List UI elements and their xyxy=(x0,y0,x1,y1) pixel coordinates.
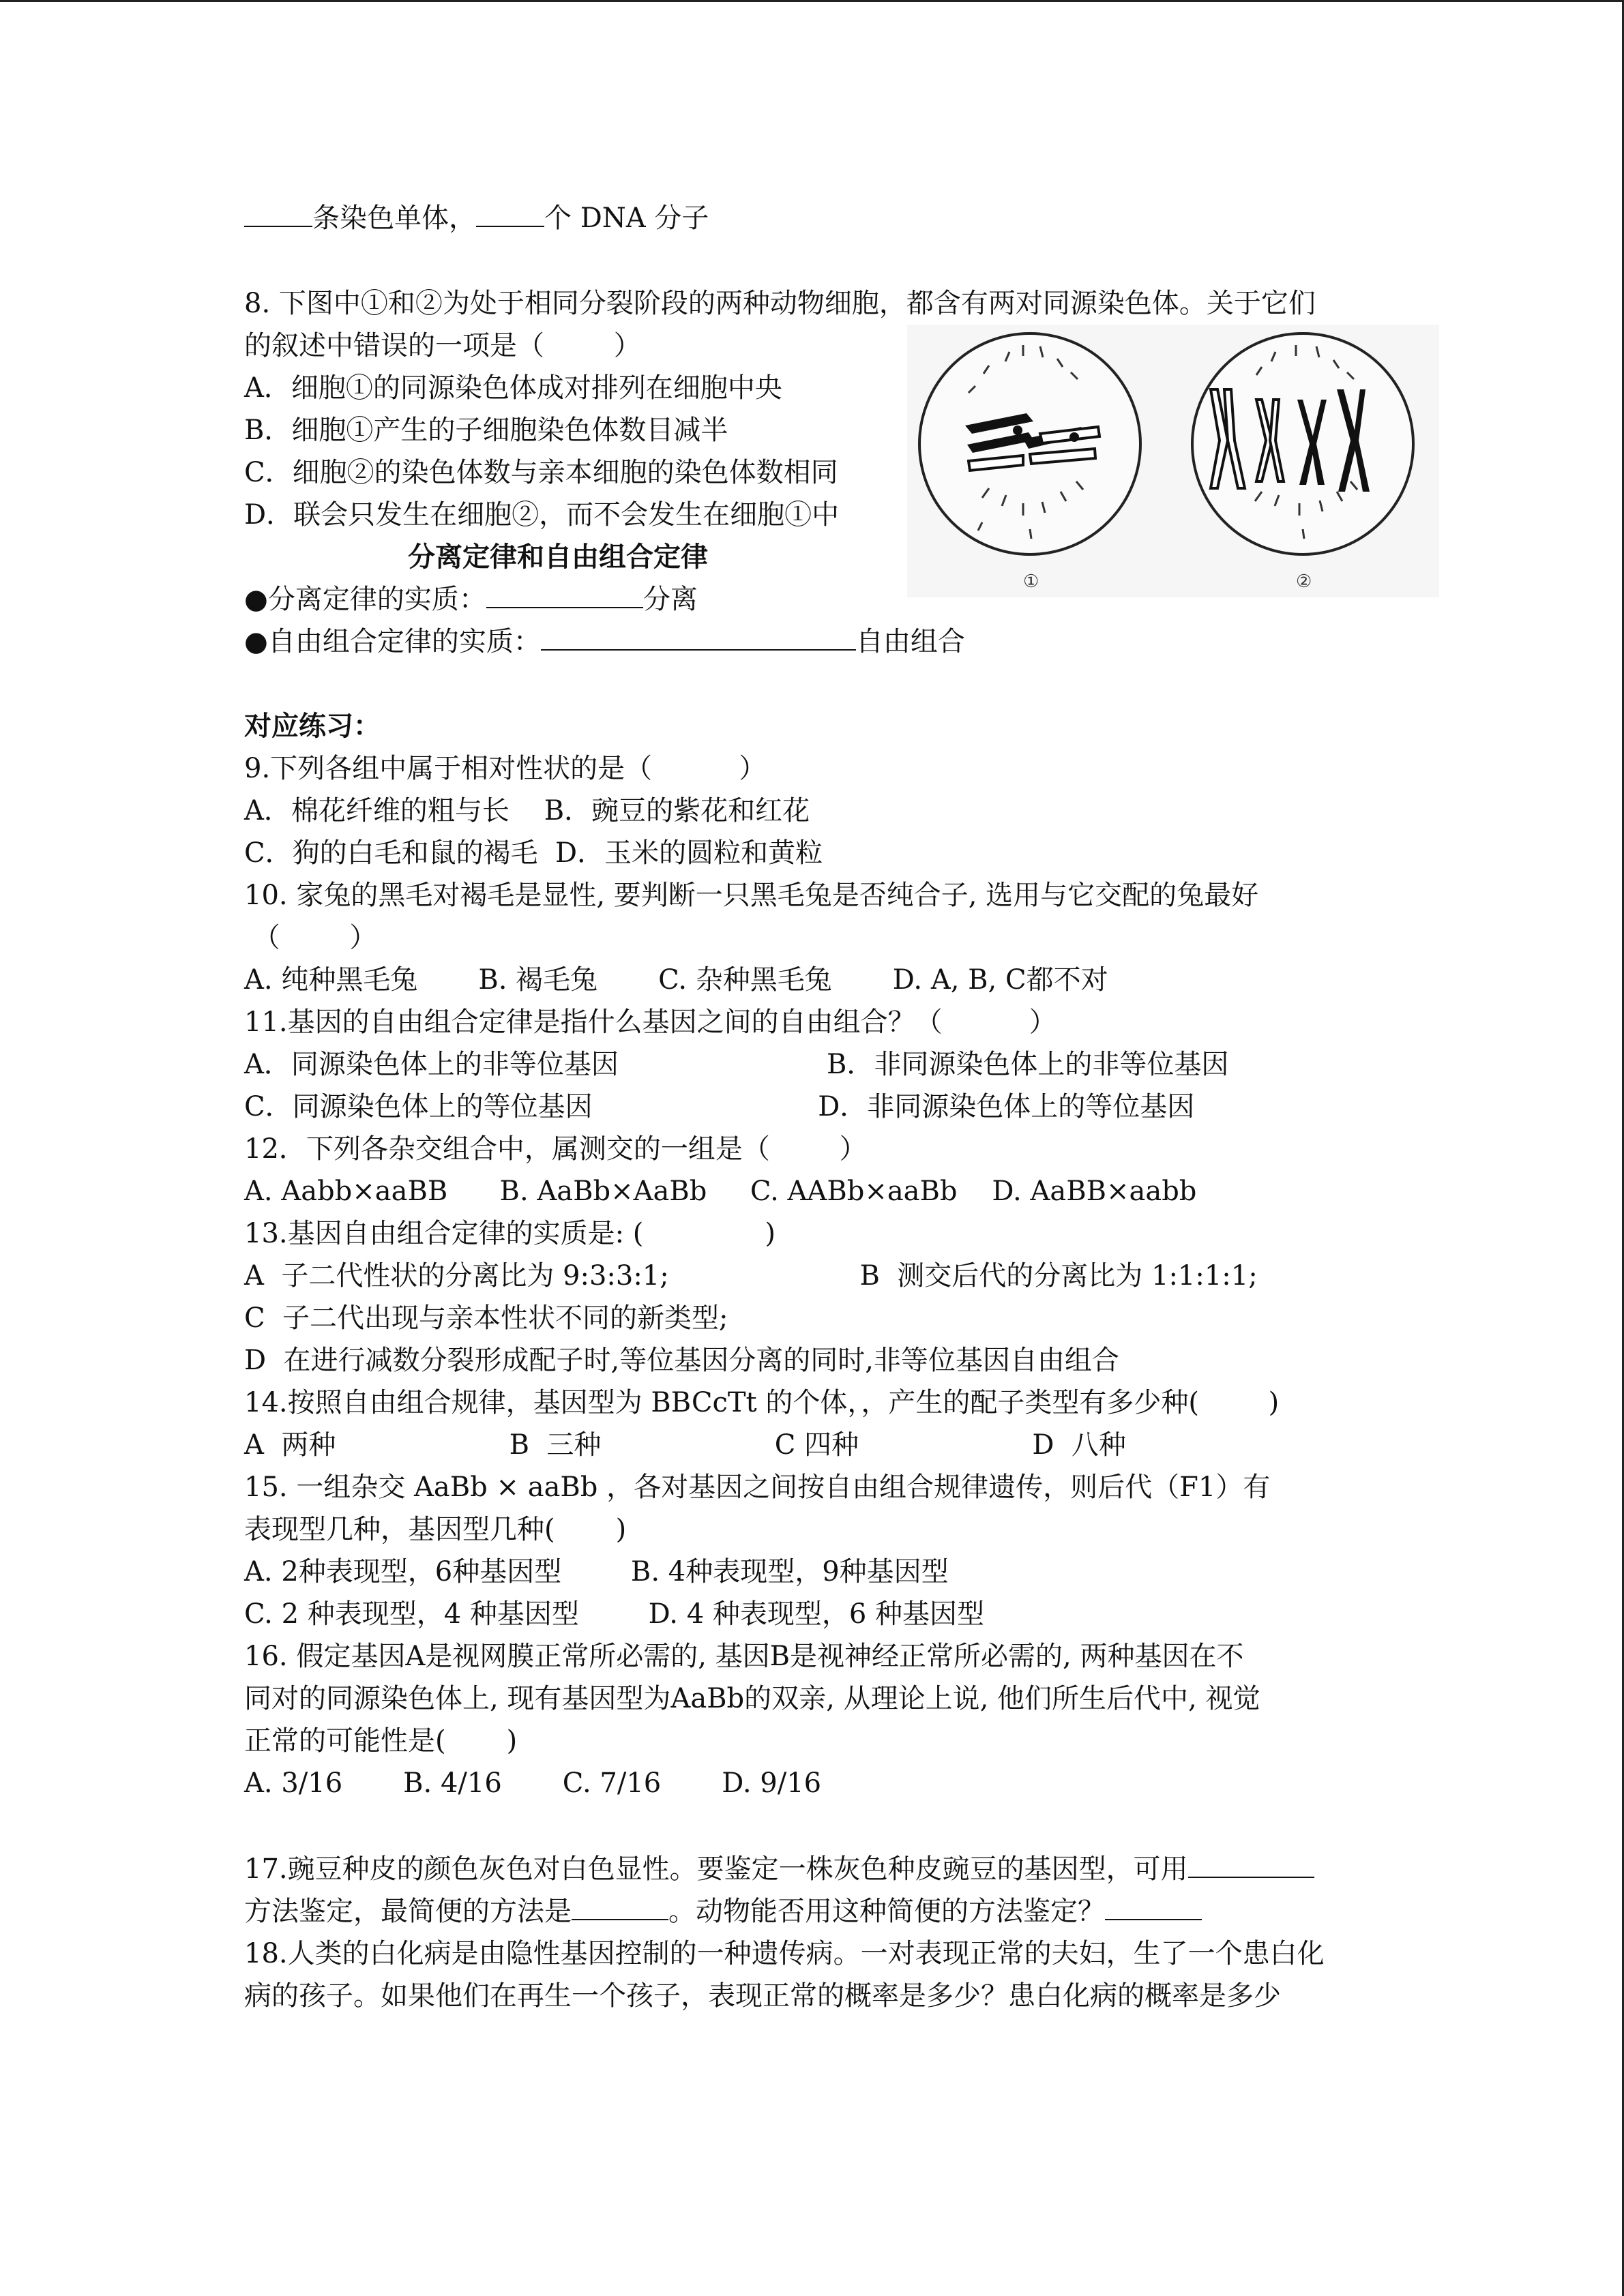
q8-option-a: A．细胞①的同源染色体成对排列在细胞中央 xyxy=(244,372,782,404)
q17-blank-1[interactable] xyxy=(1188,1853,1314,1878)
q18-line-1: 18.人类的白化病是由隐性基因控制的一种遗传病。一对表现正常的夫妇，生了一个患白化 xyxy=(244,1938,1325,1969)
figure-label-1: ① xyxy=(1023,571,1039,591)
q9-options-cd: C．狗的白毛和鼠的褐毛 D．玉米的圆粒和黄粒 xyxy=(244,837,823,869)
q17-line-1: 17.豌豆种皮的颜色灰色对白色显性。要鉴定一株灰色种皮豌豆的基因型，可用 xyxy=(244,1852,1314,1886)
q16-options: A. 3/16 B. 4/16 C. 7/16 D. 9/16 xyxy=(244,1768,822,1799)
essence-1-line: ●分离定律的实质： 分离 xyxy=(244,584,698,615)
q15-stem-1: 15. 一组杂交 AaBb × aaBb ，各对基因之间按自由组合规律遗传，则后代（F1）有 xyxy=(244,1472,1271,1503)
q16-stem-2: 同对的同源染色体上, 现有基因型为AaBb的双亲, 从理论上说, 他们所生后代中, 视觉 xyxy=(244,1683,1260,1714)
q7-blank-1[interactable] xyxy=(244,203,312,227)
q14-options: A 两种 B 三种 C 四种 D 八种 xyxy=(244,1429,1126,1461)
q8-stem-line-1: 8. 下图中①和②为处于相同分裂阶段的两种动物细胞，都含有两对同源染色体。关于它们 xyxy=(244,288,1316,319)
q12-stem: 12．下列各杂交组合中，属测交的一组是（ ） xyxy=(244,1133,867,1165)
q15-options-ab: A. 2种表现型，6种基因型 B. 4种表现型，9种基因型 xyxy=(244,1556,949,1587)
q8-option-d: D．联会只发生在细胞②，而不会发生在细胞①中 xyxy=(244,499,840,531)
q13-option-d: D 在进行减数分裂形成配子时,等位基因分离的同时,非等位基因自由组合 xyxy=(244,1345,1119,1376)
q14-stem: 14.按照自由组合规律，基因型为 BBCcTt 的个体，，产生的配子类型有多少种( ) xyxy=(244,1387,1280,1418)
q12-options: A. Aabb×aaBB B. AaBb×AaBb C. AABb×aaBb D. AaBB×aabb xyxy=(244,1176,1197,1207)
q17-blank-2[interactable] xyxy=(572,1896,668,1920)
section-title: 分离定律和自由组合定律 xyxy=(408,541,708,573)
q7-tail-line: 条染色单体， 个 DNA 分子 xyxy=(244,201,709,235)
essence-2-line: ●自由组合定律的实质： 自由组合 xyxy=(244,626,965,657)
cell-division-svg xyxy=(907,325,1439,597)
essence-1-blank[interactable] xyxy=(486,584,643,608)
q10-stem: 10. 家兔的黑毛对褐毛是显性, 要判断一只黑毛兔是否纯合子, 选用与它交配的兔最好 xyxy=(244,880,1259,911)
q13-option-c: C 子二代出现与亲本性状不同的新类型; xyxy=(244,1302,728,1334)
q16-stem-1: 16. 假定基因A是视网膜正常所必需的, 基因B是视神经正常所必需的, 两种基因在不 xyxy=(244,1641,1244,1672)
practice-heading: 对应练习： xyxy=(244,710,381,742)
q10-options: A. 纯种黑毛兔 B. 褐毛兔 C. 杂种黑毛兔 D. A, B, C都不对 xyxy=(244,964,1108,996)
q8-option-c: C．细胞②的染色体数与亲本细胞的染色体数相同 xyxy=(244,457,838,488)
essence-2-blank[interactable] xyxy=(541,626,856,651)
q9-stem: 9.下列各组中属于相对性状的是（ ） xyxy=(244,753,767,784)
q11-options-ab: A．同源染色体上的非等位基因 B．非同源染色体上的非等位基因 xyxy=(244,1049,1229,1080)
q17-line-2: 方法鉴定，最简便的方法是 。动物能否用这种简便的方法鉴定？ xyxy=(244,1894,1202,1928)
page-border-top xyxy=(0,0,1624,2)
q18-line-2: 病的孩子。如果他们在再生一个孩子，表现正常的概率是多少？患白化病的概率是多少 xyxy=(244,1980,1281,2012)
q10-paren: （ ） xyxy=(244,922,377,953)
q11-stem: 11.基因的自由组合定律是指什么基因之间的自由组合？（ ） xyxy=(244,1007,1057,1038)
q8-option-b: B．细胞①产生的子细胞染色体数目减半 xyxy=(244,415,728,446)
q11-options-cd: C．同源染色体上的等位基因 D．非同源染色体上的等位基因 xyxy=(244,1091,1195,1122)
cell-division-figure xyxy=(907,325,1439,597)
figure-label-2: ② xyxy=(1296,571,1312,591)
q15-options-cd: C. 2 种表现型，4 种基因型 D. 4 种表现型，6 种基因型 xyxy=(244,1598,985,1630)
q13-stem: 13.基因自由组合定律的实质是: ( ) xyxy=(244,1218,776,1249)
q15-stem-2: 表现型几种，基因型几种( ) xyxy=(244,1514,627,1545)
q13-options-ab: A 子二代性状的分离比为 9:3:3:1; B 测交后代的分离比为 1:1:1:1; xyxy=(244,1260,1258,1292)
q7-blank-2[interactable] xyxy=(476,203,544,227)
q9-options-ab: A．棉花纤维的粗与长 B．豌豆的紫花和红花 xyxy=(244,795,810,826)
q8-stem-line-2: 的叙述中错误的一项是（ ） xyxy=(244,330,641,361)
q17-blank-3[interactable] xyxy=(1105,1896,1202,1920)
q16-stem-3: 正常的可能性是( ) xyxy=(244,1725,518,1757)
